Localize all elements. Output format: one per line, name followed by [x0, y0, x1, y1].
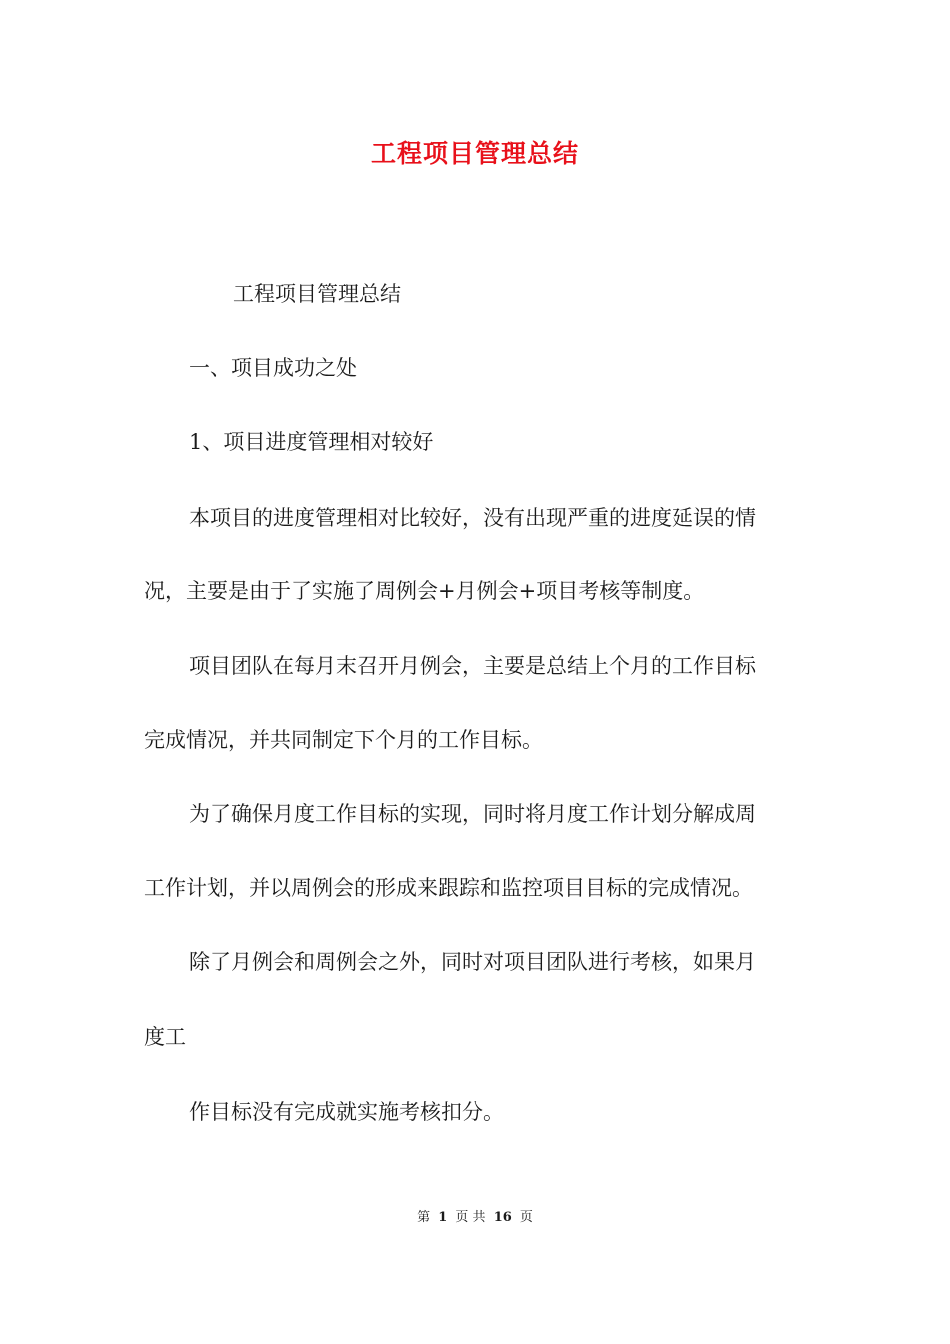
- paragraph-line: 除了月例会和周例会之外，同时对项目团队进行考核，如果月: [189, 950, 756, 974]
- footer-total-pages: 16: [493, 1210, 512, 1225]
- page-footer: [0, 1208, 950, 1228]
- body-heading: 工程项目管理总结: [233, 282, 401, 306]
- paragraph-line: 本项目的进度管理相对比较好，没有出现严重的进度延误的情: [189, 506, 756, 530]
- paragraph-line: 完成情况，并共同制定下个月的工作目标。: [144, 728, 543, 752]
- paragraph-line: 为了确保月度工作目标的实现，同时将月度工作计划分解成周: [189, 802, 756, 826]
- document-title: 工程项目管理总结: [370, 139, 579, 168]
- footer-suffix: 页: [519, 1210, 533, 1225]
- footer-prefix: 第: [417, 1210, 431, 1225]
- section-heading: 一、项目成功之处: [189, 356, 357, 380]
- paragraph-line: 作目标没有完成就实施考核扣分。: [189, 1100, 504, 1124]
- paragraph-line: 度工: [144, 1025, 186, 1049]
- subsection-heading: 1、项目进度管理相对较好: [189, 430, 434, 454]
- footer-mid: 页 共: [455, 1210, 486, 1225]
- paragraph-line: 况，主要是由于了实施了周例会+月例会+项目考核等制度。: [144, 579, 705, 603]
- footer-current-page: 1: [438, 1210, 448, 1225]
- paragraph-line: 工作计划，并以周例会的形成来跟踪和监控项目目标的完成情况。: [144, 876, 753, 900]
- paragraph-line: 项目团队在每月末召开月例会，主要是总结上个月的工作目标: [189, 654, 756, 678]
